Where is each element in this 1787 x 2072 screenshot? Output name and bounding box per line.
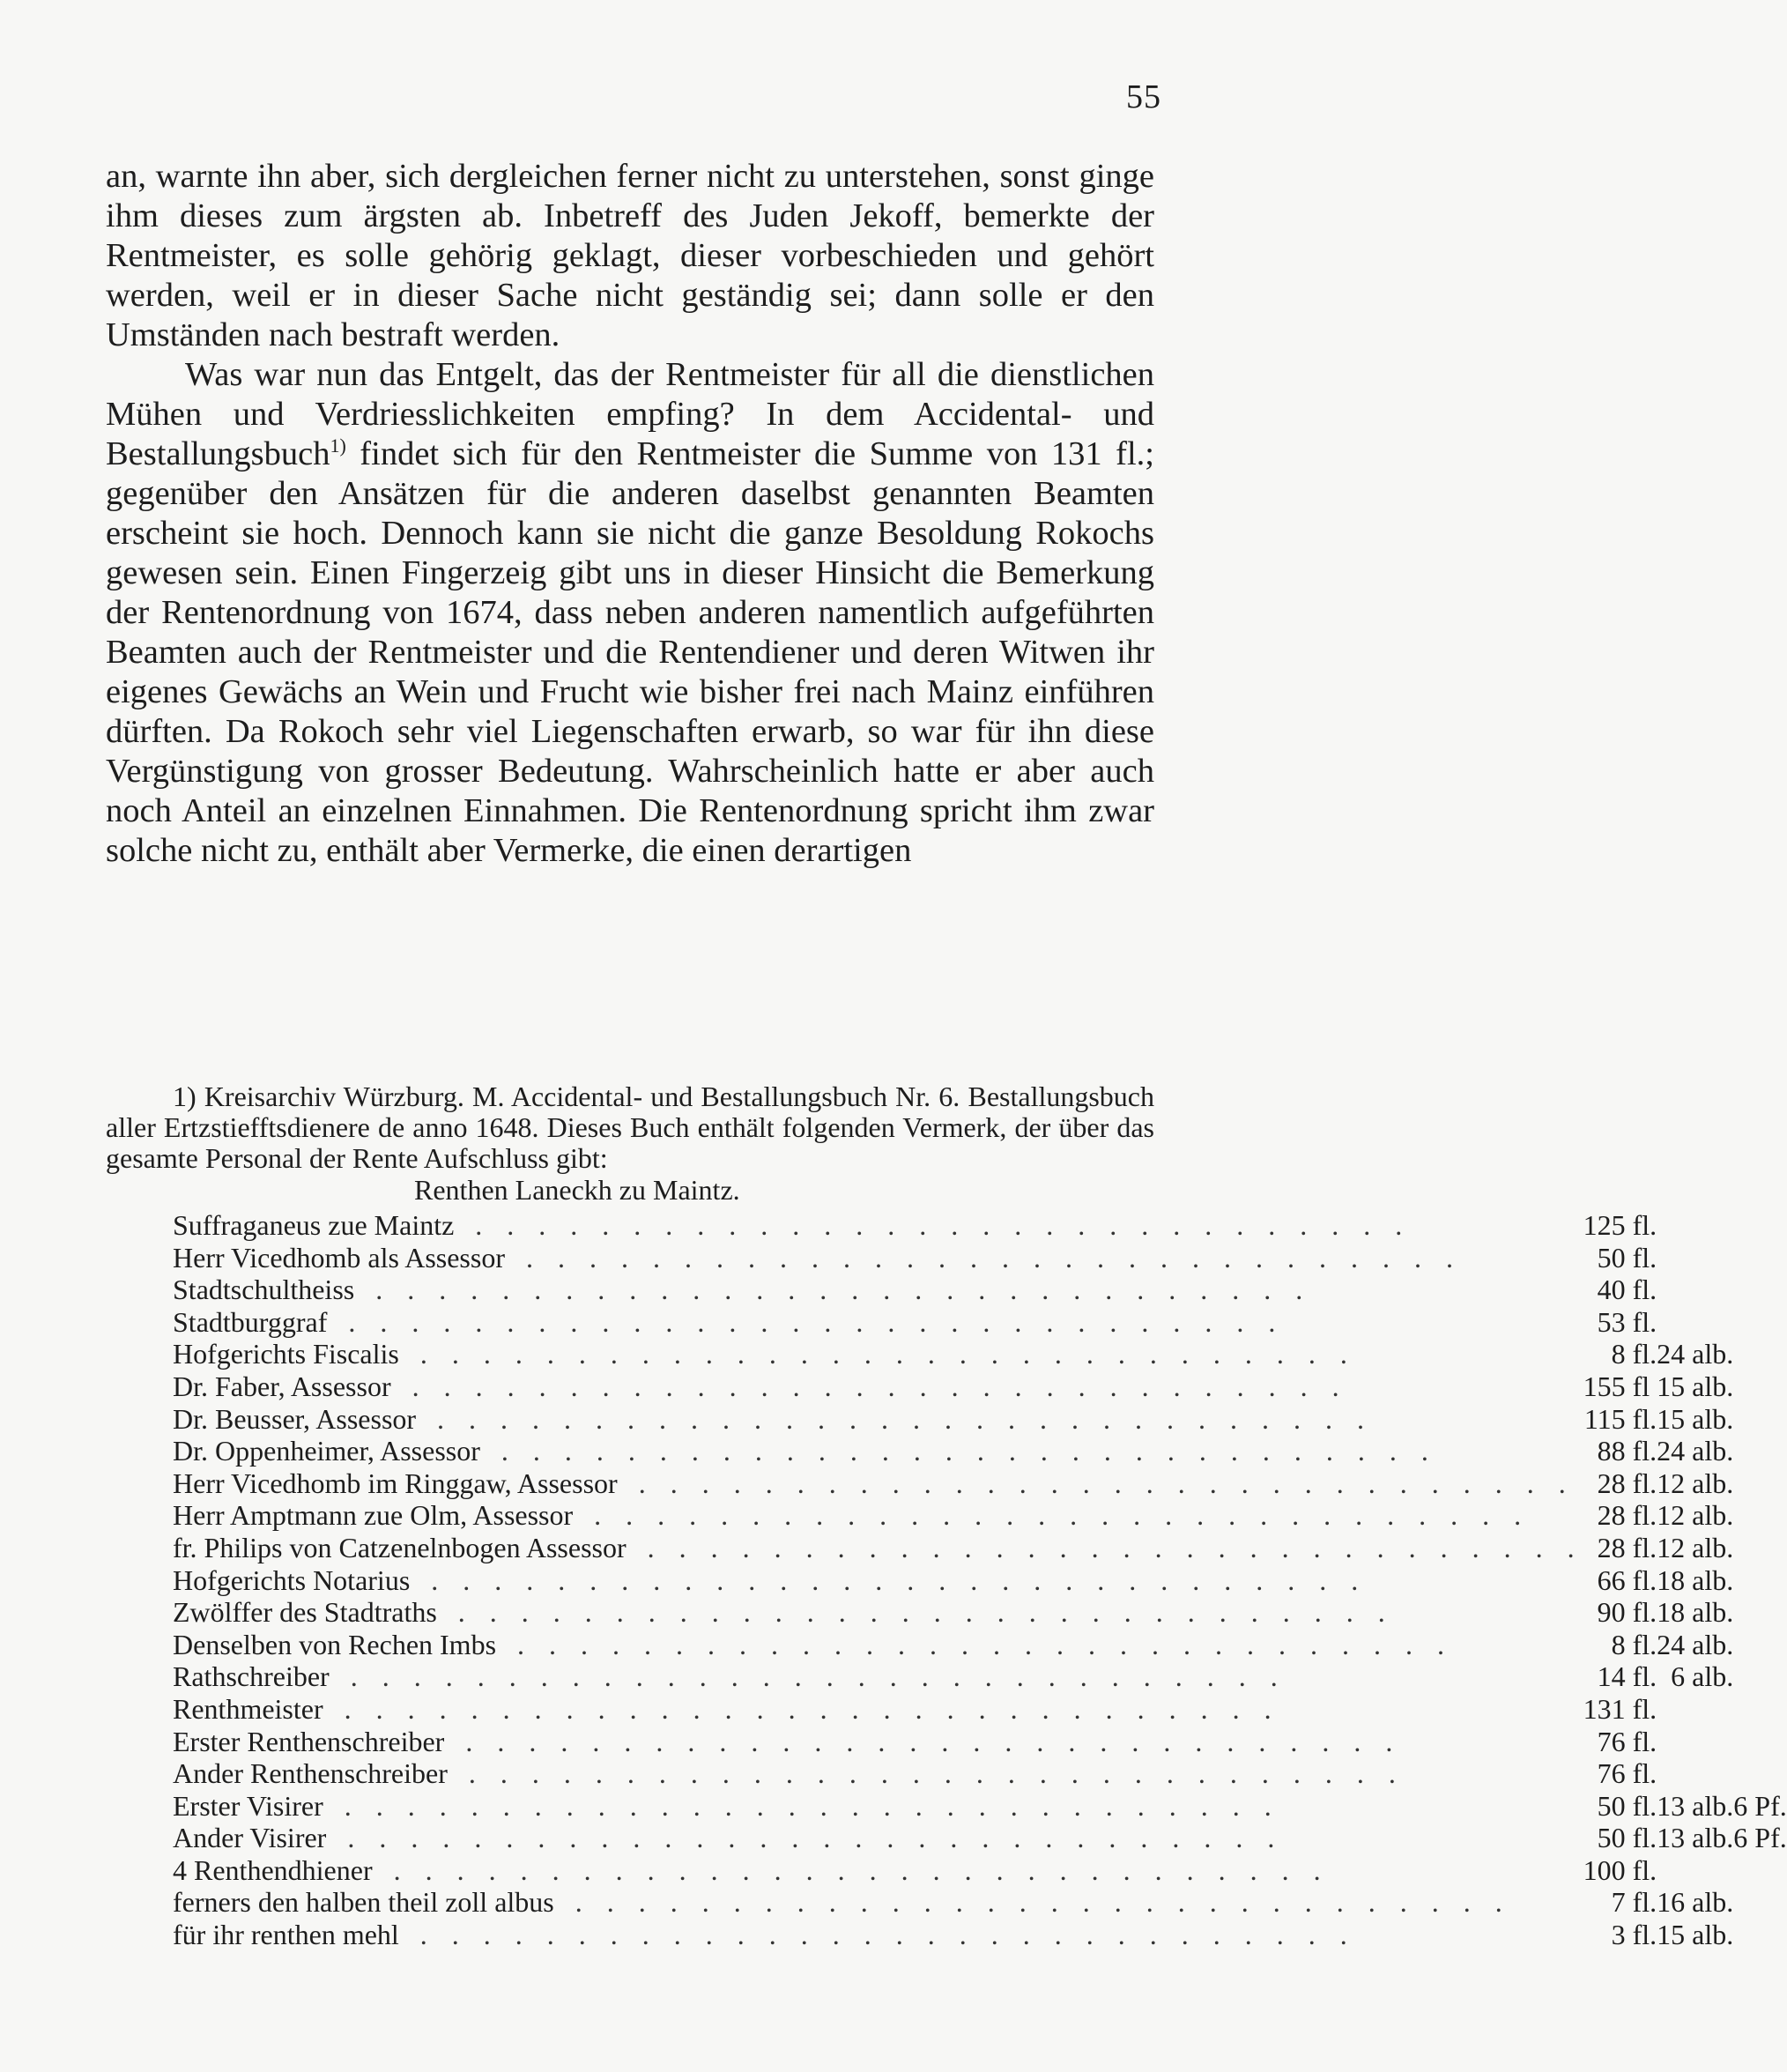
- entry-label: Stadtschultheiss: [173, 1274, 360, 1305]
- entry-name: [173, 1532, 1583, 1564]
- leader-dots: . . . . . . . . . . . . . . . . . . . . . . . . . . . . . .: [328, 1789, 1280, 1822]
- amount-alb: 24: [1657, 1338, 1686, 1370]
- unit-alb: [1692, 1306, 1733, 1339]
- amount-fl: 7: [1611, 1886, 1626, 1919]
- entry-name: [173, 1790, 1583, 1823]
- unit-fl: fl.: [1632, 1692, 1657, 1725]
- amount-fl: 8: [1611, 1338, 1626, 1370]
- amount-fl: 53: [1597, 1305, 1626, 1338]
- amount-pf: [1733, 1338, 1786, 1370]
- amount-alb: [1657, 1726, 1692, 1758]
- unit-fl: fl.: [1632, 1338, 1657, 1370]
- leader-dots: . . . . . . . . . . . . . . . . . . . . . . . . . . . . . .: [360, 1274, 1312, 1306]
- unit-alb: alb.: [1692, 1499, 1734, 1532]
- entry-label: Suffraganeus zue Maintz: [173, 1209, 459, 1241]
- amount-pf: [1733, 1242, 1786, 1274]
- amount-pf: [1733, 1435, 1786, 1467]
- amount-alb: 13: [1657, 1789, 1686, 1822]
- paragraph-1: an, warnte ihn aber, sich dergleichen ferner nicht zu unterstehen, sonst ginge ihm dieses zum ärgsten ab. Inbetreff des Juden Jekoff, bemerkte der Rentmeister, es solle gehörig geklagt, dieser vorbeschieden und gehört werden, weil er in dieser Sache nicht geständig sei; dann solle er den Umständen nach bestraft werden.: [106, 158, 1154, 353]
- footnote: [106, 1081, 1787, 1951]
- unit-fl: fl.: [1632, 1305, 1657, 1338]
- table-row: [173, 1338, 1787, 1370]
- table-row: [173, 1532, 1787, 1564]
- unit-fl: fl.: [1632, 1499, 1657, 1532]
- amount-pf: [1733, 1660, 1786, 1693]
- leader-dots: . . . . . . . . . . . . . . . . . . . . . . . . . . . . . .: [485, 1435, 1437, 1467]
- amount-alb: 15: [1657, 1919, 1686, 1951]
- amount-pf: [1733, 1467, 1786, 1500]
- amount-fl: 28: [1597, 1531, 1626, 1563]
- unit-alb: [1692, 1693, 1733, 1726]
- table-row: [173, 1499, 1787, 1532]
- entry-name: [173, 1403, 1583, 1436]
- amount-pf: [1733, 1919, 1786, 1951]
- paragraph-2-text-a: Was war nun das Entgelt, das der Rentmeister für all die dienstlichen Mühen und Verdriesslichkeiten empfing? In dem Accidental- und Bestallungsbuch: [106, 356, 1154, 472]
- body-text: [106, 157, 1154, 871]
- amount-alb: [1657, 1209, 1692, 1242]
- table-row: [173, 1822, 1787, 1854]
- unit-fl: fl.: [1632, 1435, 1657, 1467]
- unit-fl: fl.: [1632, 1886, 1657, 1919]
- unit-alb: alb.: [1692, 1660, 1734, 1693]
- table-row: [173, 1403, 1787, 1436]
- entry-name: [173, 1209, 1583, 1242]
- table-row: [173, 1564, 1787, 1597]
- leader-dots: . . . . . . . . . . . . . . . . . . . . . . . . . . . . . .: [578, 1499, 1531, 1532]
- unit-alb: alb.: [1692, 1531, 1734, 1563]
- unit-fl: fl.: [1632, 1241, 1657, 1274]
- amount-pf: [1733, 1274, 1786, 1306]
- leader-dots: . . . . . . . . . . . . . . . . . . . . . . . . . . . . . .: [332, 1305, 1285, 1338]
- amount-alb: 16: [1657, 1886, 1686, 1919]
- unit-alb: alb.: [1692, 1596, 1734, 1629]
- paragraph-2-text-b: findet sich für den Rentmeister die Summe von 131 fl.; gegenüber den Ansätzen für die anderen daselbst genannten Beamten erscheint sie hoch. Dennoch kann sie nicht die ganze Besoldung Rokochs gewesen sein. Einen Fingerzeig gibt uns in dieser Hinsicht die Bemerkung der Rentenordnung von 1674, dass neben anderen namentlich aufgeführten Beamten auch der Rentmeister und die Rentendiener und deren Witwen ihr eigenes Gewächs an Wein und Frucht wie bisher frei nach Mainz einführen dürften. Da Rokoch sehr viel Liegenschaften erwarb, so war für ihn diese Vergünstigung von grosser Bedeutung. Wahrscheinlich hatte er aber auch noch Anteil an einzelnen Einnahmen. Die Rentenordnung spricht ihm zwar solche nicht zu, enthält aber Vermerke, die einen derartigen: [106, 435, 1154, 869]
- paragraph-2: [106, 355, 1154, 871]
- amount-pf: [1733, 1499, 1786, 1532]
- amount-pf: [1733, 1854, 1786, 1887]
- unit-fl: fl.: [1632, 1209, 1657, 1241]
- entry-name: [173, 1854, 1583, 1887]
- amount-alb: [1657, 1274, 1692, 1306]
- unit-fl: fl.: [1632, 1789, 1657, 1822]
- amount-alb: 18: [1657, 1596, 1686, 1629]
- entry-label: ferners den halben theil zoll albus: [173, 1886, 560, 1918]
- leader-dots: . . . . . . . . . . . . . . . . . . . . . . . . . . . . . .: [421, 1402, 1374, 1435]
- unit-fl: fl.: [1632, 1660, 1657, 1693]
- entry-name: [173, 1564, 1583, 1597]
- entry-name: [173, 1274, 1583, 1306]
- amount-fl: 50: [1597, 1241, 1626, 1274]
- amount-fl: 76: [1597, 1725, 1626, 1757]
- amount-alb: 24: [1657, 1628, 1686, 1660]
- entry-name: [173, 1822, 1583, 1854]
- leader-dots: . . . . . . . . . . . . . . . . . . . . . . . . . . . . . .: [404, 1338, 1356, 1370]
- footnote-text: 1) Kreisarchiv Würzburg. M. Accidental- und Bestallungsbuch Nr. 6. Bestallungsbuch aller Ertzstiefftsdienere de anno 1648. Dieses Buch enthält folgenden Vermerk, der über das gesamte Personal der Rente Aufschluss gibt:: [106, 1081, 1154, 1174]
- entry-label: Denselben von Rechen Imbs: [173, 1629, 501, 1660]
- amount-fl: 131: [1583, 1692, 1626, 1725]
- entry-label: Herr Vicedhomb als Assessor: [173, 1242, 510, 1274]
- entry-name: [173, 1660, 1583, 1693]
- table-row: [173, 1919, 1787, 1951]
- amount-alb: [1657, 1693, 1692, 1726]
- unit-alb: alb.: [1692, 1467, 1734, 1499]
- entry-label: Zwölffer des Stadtraths: [173, 1596, 442, 1628]
- amount-pf: [1733, 1886, 1786, 1919]
- table-row: [173, 1306, 1787, 1339]
- entry-label: Herr Amptmann zue Olm, Assessor: [173, 1499, 578, 1531]
- unit-fl: fl.: [1632, 1596, 1657, 1629]
- leader-dots: . . . . . . . . . . . . . . . . . . . . . . . . . . . . . .: [377, 1853, 1330, 1886]
- table-row: [173, 1596, 1787, 1629]
- amount-alb: 15: [1657, 1370, 1686, 1402]
- amount-pf: [1733, 1209, 1786, 1242]
- entry-label: Dr. Beusser, Assessor: [173, 1403, 421, 1435]
- amount-pf: [1733, 1306, 1786, 1339]
- unit-fl: fl.: [1632, 1531, 1657, 1563]
- amount-alb: 6: [1671, 1660, 1686, 1693]
- amount-fl: 50: [1597, 1822, 1626, 1854]
- table-row: [173, 1370, 1787, 1403]
- leader-dots: . . . . . . . . . . . . . . . . . . . . . . . . . . . . . .: [334, 1660, 1286, 1693]
- entry-name: [173, 1629, 1583, 1661]
- unit-fl: fl.: [1632, 1274, 1657, 1306]
- amount-alb: 12: [1657, 1531, 1686, 1563]
- entry-label: 4 Renthendhiener: [173, 1854, 378, 1886]
- entry-name: [173, 1306, 1583, 1339]
- unit-alb: [1692, 1274, 1733, 1306]
- unit-fl: fl.: [1632, 1402, 1657, 1435]
- entry-label: Dr. Oppenheimer, Assessor: [173, 1435, 486, 1467]
- unit-fl: fl.: [1632, 1563, 1657, 1596]
- unit-alb: [1692, 1726, 1733, 1758]
- amount-alb: [1657, 1242, 1692, 1274]
- amount-fl: 8: [1611, 1628, 1626, 1660]
- amount-fl: 14: [1597, 1660, 1626, 1693]
- leader-dots: . . . . . . . . . . . . . . . . . . . . . . . . . . . . . .: [331, 1822, 1284, 1854]
- amount-alb: [1657, 1854, 1692, 1887]
- amount-pf: [1733, 1693, 1786, 1726]
- amount-alb: 15: [1657, 1402, 1686, 1435]
- entry-name: [173, 1757, 1583, 1790]
- amount-fl: 66: [1597, 1563, 1626, 1596]
- unit-fl: fl.: [1632, 1919, 1657, 1951]
- leader-dots: . . . . . . . . . . . . . . . . . . . . . . . . . . . . . .: [396, 1370, 1348, 1402]
- table-row: [173, 1435, 1787, 1467]
- leader-dots: . . . . . . . . . . . . . . . . . . . . . . . . . . . . . .: [328, 1692, 1280, 1725]
- amount-pf: [1733, 1757, 1786, 1790]
- unit-fl: fl.: [1632, 1467, 1657, 1499]
- unit-fl: fl: [1632, 1370, 1650, 1402]
- amount-pf: 6 Pf.: [1733, 1822, 1787, 1854]
- amount-alb: [1657, 1757, 1692, 1790]
- table-row: [173, 1886, 1787, 1919]
- entry-name: [173, 1435, 1583, 1467]
- amount-fl: 88: [1597, 1435, 1626, 1467]
- amount-pf: [1733, 1596, 1786, 1629]
- amount-fl: 28: [1597, 1499, 1626, 1532]
- amount-fl: 40: [1597, 1274, 1626, 1306]
- table-row: [173, 1209, 1787, 1242]
- entry-label: Hofgerichts Notarius: [173, 1564, 415, 1596]
- amount-fl: 100: [1583, 1853, 1626, 1886]
- unit-alb: alb.: [1692, 1563, 1734, 1596]
- table-row: [173, 1790, 1787, 1823]
- entry-name: [173, 1886, 1583, 1919]
- table-row: [173, 1660, 1787, 1693]
- entry-label: Herr Vicedhomb im Ringgaw, Assessor: [173, 1467, 623, 1499]
- unit-fl: fl.: [1632, 1822, 1657, 1854]
- unit-alb: alb.: [1692, 1628, 1734, 1660]
- entry-label: Erster Renthenschreiber: [173, 1726, 449, 1757]
- entry-name: [173, 1467, 1583, 1500]
- unit-fl: fl.: [1632, 1853, 1657, 1886]
- entry-label: Ander Renthenschreiber: [173, 1757, 453, 1789]
- table-row: [173, 1242, 1787, 1274]
- table-row: [173, 1726, 1787, 1758]
- amount-fl: 28: [1597, 1467, 1626, 1499]
- leader-dots: . . . . . . . . . . . . . . . . . . . . . . . . . . . . . .: [459, 1209, 1412, 1241]
- unit-alb: [1692, 1757, 1733, 1790]
- amount-alb: 12: [1657, 1467, 1686, 1499]
- page-number: 55: [1126, 78, 1161, 115]
- leader-dots: . . . . . . . . . . . . . . . . . . . . . . . . . . . . . .: [415, 1563, 1368, 1596]
- amount-fl: 90: [1597, 1596, 1626, 1629]
- table-row: [173, 1467, 1787, 1500]
- leader-dots: . . . . . . . . . . . . . . . . . . . . . . . . . . . . . .: [501, 1628, 1454, 1660]
- entry-label: fr. Philips von Catzenelnbogen Assessor: [173, 1532, 632, 1563]
- leader-dots: . . . . . . . . . . . . . . . . . . . . . . . . . . . . . .: [509, 1241, 1462, 1274]
- entry-name: [173, 1726, 1583, 1758]
- unit-alb: alb.: [1692, 1435, 1734, 1467]
- amount-pf: [1733, 1629, 1786, 1661]
- amount-alb: 18: [1657, 1563, 1686, 1596]
- leader-dots: . . . . . . . . . . . . . . . . . . . . . . . . . . . . . .: [559, 1886, 1511, 1919]
- amount-fl: 76: [1597, 1757, 1626, 1790]
- entry-name: [173, 1596, 1583, 1629]
- entry-name: [173, 1919, 1583, 1951]
- entry-name: [173, 1338, 1583, 1370]
- leader-dots: . . . . . . . . . . . . . . . . . . . . . . . . . . . . . .: [631, 1531, 1583, 1563]
- entry-label: Rathschreiber: [173, 1660, 335, 1692]
- table-row: [173, 1693, 1787, 1726]
- amount-pf: [1733, 1403, 1786, 1436]
- leader-dots: . . . . . . . . . . . . . . . . . . . . . . . . . . . . . .: [404, 1919, 1356, 1951]
- unit-alb: [1692, 1854, 1733, 1887]
- unit-alb: alb.: [1692, 1370, 1734, 1402]
- unit-alb: alb.: [1692, 1402, 1734, 1435]
- amount-fl: 50: [1597, 1789, 1626, 1822]
- amount-pf: [1733, 1564, 1786, 1597]
- entry-label: Dr. Faber, Assessor: [173, 1370, 397, 1402]
- leader-dots: . . . . . . . . . . . . . . . . . . . . . . . . . . . . . .: [449, 1725, 1402, 1757]
- entry-label: Ander Visirer: [173, 1822, 331, 1853]
- amount-pf: [1733, 1532, 1786, 1564]
- amount-fl: 125: [1583, 1209, 1626, 1241]
- entry-label: Hofgerichts Fiscalis: [173, 1338, 404, 1370]
- unit-alb: [1692, 1242, 1733, 1274]
- amount-pf: 6 Pf.: [1733, 1789, 1787, 1822]
- entry-label: Erster Visirer: [173, 1790, 329, 1822]
- unit-fl: fl.: [1632, 1757, 1657, 1790]
- salary-table: [173, 1209, 1787, 1951]
- amount-alb: 13: [1657, 1822, 1686, 1854]
- unit-fl: fl.: [1632, 1628, 1657, 1660]
- leader-dots: . . . . . . . . . . . . . . . . . . . . . . . . . . . . . .: [452, 1757, 1405, 1790]
- entry-label: Renthmeister: [173, 1693, 329, 1725]
- leader-dots: . . . . . . . . . . . . . . . . . . . . . . . . . . . . . .: [441, 1596, 1394, 1629]
- unit-alb: alb.: [1692, 1886, 1734, 1919]
- amount-fl: 115: [1583, 1402, 1626, 1435]
- unit-alb: alb.: [1692, 1919, 1734, 1951]
- table-row: [173, 1854, 1787, 1887]
- amount-pf: [1733, 1726, 1786, 1758]
- unit-alb: alb.: [1692, 1338, 1734, 1370]
- amount-alb: 24: [1657, 1435, 1686, 1467]
- unit-alb: alb.: [1692, 1822, 1734, 1854]
- entry-label: Stadtburggraf: [173, 1306, 332, 1338]
- entry-name: [173, 1242, 1583, 1274]
- entry-name: [173, 1693, 1583, 1726]
- unit-alb: alb.: [1692, 1789, 1734, 1822]
- table-row: [173, 1629, 1787, 1661]
- entry-name: [173, 1370, 1583, 1403]
- amount-alb: [1657, 1306, 1692, 1339]
- salary-table-body: [173, 1209, 1787, 1951]
- footnote-reference: 1): [330, 434, 346, 457]
- table-row: [173, 1274, 1787, 1306]
- amount-fl: 155: [1583, 1370, 1626, 1402]
- unit-fl: fl.: [1632, 1725, 1657, 1757]
- amount-alb: 12: [1657, 1499, 1686, 1532]
- entry-label: für ihr renthen mehl: [173, 1919, 404, 1950]
- table-title: Renthen Laneckh zu Maintz.: [414, 1174, 740, 1206]
- leader-dots: . . . . . . . . . . . . . . . . . . . . . . . . . . . . . .: [622, 1467, 1575, 1499]
- amount-pf: [1733, 1370, 1786, 1403]
- unit-alb: [1692, 1209, 1733, 1242]
- table-row: [173, 1757, 1787, 1790]
- entry-name: [173, 1499, 1583, 1532]
- amount-fl: 3: [1611, 1919, 1626, 1951]
